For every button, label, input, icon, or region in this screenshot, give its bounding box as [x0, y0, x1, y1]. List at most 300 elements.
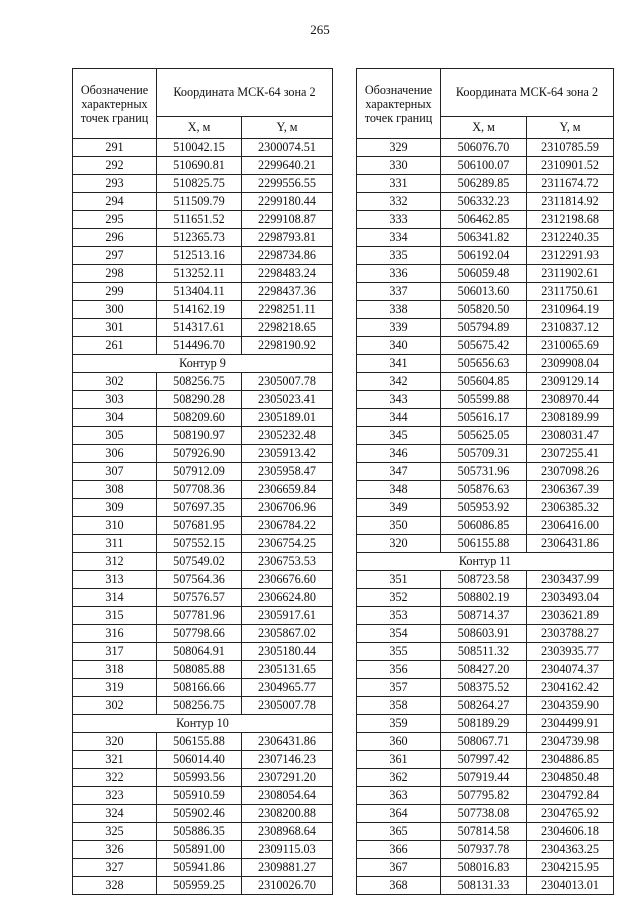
header-x-column: X, м: [441, 117, 527, 139]
y-coordinate-cell: 2310026.70: [242, 877, 333, 895]
table-body-left: [73, 139, 333, 895]
point-number-cell: 310: [73, 517, 157, 535]
header-y-column: Y, м: [527, 117, 614, 139]
x-coordinate-cell: 508131.33: [441, 877, 527, 895]
table-row: [357, 355, 614, 373]
y-coordinate-cell: 2306753.53: [242, 553, 333, 571]
table-row: [357, 319, 614, 337]
section-title: Контур 11: [357, 553, 614, 571]
point-number-cell: 316: [73, 625, 157, 643]
y-coordinate-cell: 2299556.55: [242, 175, 333, 193]
table-row: [357, 409, 614, 427]
point-number-cell: 302: [73, 697, 157, 715]
section-title: Контур 10: [73, 715, 333, 733]
point-number-cell: 331: [357, 175, 441, 193]
point-number-cell: 367: [357, 859, 441, 877]
x-coordinate-cell: 508256.75: [157, 697, 242, 715]
table-row: [73, 751, 333, 769]
point-number-cell: 335: [357, 247, 441, 265]
point-number-cell: 300: [73, 301, 157, 319]
point-number-cell: 291: [73, 139, 157, 157]
y-coordinate-cell: 2308200.88: [242, 805, 333, 823]
table-row: [73, 445, 333, 463]
x-coordinate-cell: 505941.86: [157, 859, 242, 877]
table-row: [73, 283, 333, 301]
y-coordinate-cell: 2308054.64: [242, 787, 333, 805]
x-coordinate-cell: 508723.58: [441, 571, 527, 589]
y-coordinate-cell: 2305007.78: [242, 697, 333, 715]
point-number-cell: 320: [73, 733, 157, 751]
point-number-cell: 318: [73, 661, 157, 679]
x-coordinate-cell: 505625.05: [441, 427, 527, 445]
point-number-cell: 297: [73, 247, 157, 265]
table-row: [73, 499, 333, 517]
x-coordinate-cell: 506462.85: [441, 211, 527, 229]
y-coordinate-cell: 2310785.59: [527, 139, 614, 157]
x-coordinate-cell: 507919.44: [441, 769, 527, 787]
x-coordinate-cell: 508189.29: [441, 715, 527, 733]
x-coordinate-cell: 513252.11: [157, 265, 242, 283]
point-number-cell: 314: [73, 589, 157, 607]
point-number-cell: 327: [73, 859, 157, 877]
x-coordinate-cell: 506155.88: [157, 733, 242, 751]
header-point-label: Обозначение характерных точек границ: [357, 69, 441, 139]
y-coordinate-cell: 2306676.60: [242, 571, 333, 589]
y-coordinate-cell: 2305917.61: [242, 607, 333, 625]
x-coordinate-cell: 507681.95: [157, 517, 242, 535]
x-coordinate-cell: 505794.89: [441, 319, 527, 337]
x-coordinate-cell: 507781.96: [157, 607, 242, 625]
y-coordinate-cell: 2306624.80: [242, 589, 333, 607]
y-coordinate-cell: 2306385.32: [527, 499, 614, 517]
point-number-cell: 351: [357, 571, 441, 589]
y-coordinate-cell: 2310901.52: [527, 157, 614, 175]
y-coordinate-cell: 2304606.18: [527, 823, 614, 841]
point-number-cell: 295: [73, 211, 157, 229]
x-coordinate-cell: 507926.90: [157, 445, 242, 463]
table-row: [357, 535, 614, 553]
x-coordinate-cell: 507697.35: [157, 499, 242, 517]
point-number-cell: 366: [357, 841, 441, 859]
x-coordinate-cell: 505820.50: [441, 301, 527, 319]
table-row: [357, 283, 614, 301]
table-row: [357, 643, 614, 661]
point-number-cell: 292: [73, 157, 157, 175]
point-number-cell: 338: [357, 301, 441, 319]
y-coordinate-cell: 2304739.98: [527, 733, 614, 751]
point-number-cell: 304: [73, 409, 157, 427]
x-coordinate-cell: 505910.59: [157, 787, 242, 805]
y-coordinate-cell: 2309881.27: [242, 859, 333, 877]
x-coordinate-cell: 505604.85: [441, 373, 527, 391]
point-number-cell: 363: [357, 787, 441, 805]
point-number-cell: 313: [73, 571, 157, 589]
table-row: [357, 769, 614, 787]
x-coordinate-cell: 505953.92: [441, 499, 527, 517]
y-coordinate-cell: 2304886.85: [527, 751, 614, 769]
point-number-cell: 337: [357, 283, 441, 301]
point-number-cell: 305: [73, 427, 157, 445]
y-coordinate-cell: 2306431.86: [527, 535, 614, 553]
table-row: [357, 193, 614, 211]
y-coordinate-cell: 2308031.47: [527, 427, 614, 445]
table-row: [73, 409, 333, 427]
y-coordinate-cell: 2299180.44: [242, 193, 333, 211]
x-coordinate-cell: 510825.75: [157, 175, 242, 193]
point-number-cell: 323: [73, 787, 157, 805]
table-row: [357, 481, 614, 499]
point-number-cell: 299: [73, 283, 157, 301]
table-row: [357, 499, 614, 517]
x-coordinate-cell: 506192.04: [441, 247, 527, 265]
point-number-cell: 364: [357, 805, 441, 823]
x-coordinate-cell: 507997.42: [441, 751, 527, 769]
point-number-cell: 325: [73, 823, 157, 841]
table-body-right: [357, 139, 614, 895]
point-number-cell: 346: [357, 445, 441, 463]
point-number-cell: 334: [357, 229, 441, 247]
y-coordinate-cell: 2299108.87: [242, 211, 333, 229]
point-number-cell: 353: [357, 607, 441, 625]
section-row: [73, 355, 333, 373]
x-coordinate-cell: 507564.36: [157, 571, 242, 589]
x-coordinate-cell: 508067.71: [441, 733, 527, 751]
x-coordinate-cell: 505891.00: [157, 841, 242, 859]
header-coordinate-title: Координата МСК-64 зона 2: [441, 69, 614, 117]
x-coordinate-cell: 508190.97: [157, 427, 242, 445]
point-number-cell: 296: [73, 229, 157, 247]
point-number-cell: 330: [357, 157, 441, 175]
y-coordinate-cell: 2304013.01: [527, 877, 614, 895]
y-coordinate-cell: 2305867.02: [242, 625, 333, 643]
point-number-cell: 293: [73, 175, 157, 193]
point-number-cell: 312: [73, 553, 157, 571]
table-row: [73, 841, 333, 859]
x-coordinate-cell: 508264.27: [441, 697, 527, 715]
y-coordinate-cell: 2312240.35: [527, 229, 614, 247]
table-row: [73, 229, 333, 247]
point-number-cell: 302: [73, 373, 157, 391]
x-coordinate-cell: 512513.16: [157, 247, 242, 265]
y-coordinate-cell: 2306754.25: [242, 535, 333, 553]
x-coordinate-cell: 507798.66: [157, 625, 242, 643]
x-coordinate-cell: 514317.61: [157, 319, 242, 337]
y-coordinate-cell: 2311674.72: [527, 175, 614, 193]
y-coordinate-cell: 2305180.44: [242, 643, 333, 661]
y-coordinate-cell: 2309129.14: [527, 373, 614, 391]
y-coordinate-cell: 2312198.68: [527, 211, 614, 229]
y-coordinate-cell: 2305007.78: [242, 373, 333, 391]
point-number-cell: 298: [73, 265, 157, 283]
y-coordinate-cell: 2311902.61: [527, 265, 614, 283]
table-row: [357, 589, 614, 607]
table-row: [73, 175, 333, 193]
y-coordinate-cell: 2303437.99: [527, 571, 614, 589]
y-coordinate-cell: 2310837.12: [527, 319, 614, 337]
y-coordinate-cell: 2300074.51: [242, 139, 333, 157]
table-row: [73, 607, 333, 625]
x-coordinate-cell: 510690.81: [157, 157, 242, 175]
point-number-cell: 324: [73, 805, 157, 823]
y-coordinate-cell: 2312291.93: [527, 247, 614, 265]
y-coordinate-cell: 2306367.39: [527, 481, 614, 499]
x-coordinate-cell: 514496.70: [157, 337, 242, 355]
point-number-cell: 352: [357, 589, 441, 607]
point-number-cell: 322: [73, 769, 157, 787]
table-row: [357, 877, 614, 895]
x-coordinate-cell: 506014.40: [157, 751, 242, 769]
table-row: [357, 733, 614, 751]
y-coordinate-cell: 2311814.92: [527, 193, 614, 211]
table-row: [73, 733, 333, 751]
section-row: [357, 553, 614, 571]
y-coordinate-cell: 2298483.24: [242, 265, 333, 283]
table-row: [73, 265, 333, 283]
point-number-cell: 349: [357, 499, 441, 517]
y-coordinate-cell: 2303493.04: [527, 589, 614, 607]
x-coordinate-cell: 507549.02: [157, 553, 242, 571]
x-coordinate-cell: 505709.31: [441, 445, 527, 463]
table-row: [73, 319, 333, 337]
y-coordinate-cell: 2305232.48: [242, 427, 333, 445]
y-coordinate-cell: 2304074.37: [527, 661, 614, 679]
table-row: [73, 805, 333, 823]
y-coordinate-cell: 2298218.65: [242, 319, 333, 337]
x-coordinate-cell: 505902.46: [157, 805, 242, 823]
table-row: [357, 805, 614, 823]
point-number-cell: 315: [73, 607, 157, 625]
table-row: [73, 661, 333, 679]
table-row: [357, 247, 614, 265]
table-row: [357, 139, 614, 157]
x-coordinate-cell: 505886.35: [157, 823, 242, 841]
table-row: [73, 139, 333, 157]
point-number-cell: 361: [357, 751, 441, 769]
point-number-cell: 321: [73, 751, 157, 769]
point-number-cell: 306: [73, 445, 157, 463]
y-coordinate-cell: 2306416.00: [527, 517, 614, 535]
y-coordinate-cell: 2307146.23: [242, 751, 333, 769]
table-row: [73, 391, 333, 409]
point-number-cell: 339: [357, 319, 441, 337]
x-coordinate-cell: 505993.56: [157, 769, 242, 787]
x-coordinate-cell: 510042.15: [157, 139, 242, 157]
table-row: [357, 211, 614, 229]
point-number-cell: 345: [357, 427, 441, 445]
header-coordinate-title: Координата МСК-64 зона 2: [157, 69, 333, 117]
table-row: [357, 571, 614, 589]
table-row: [357, 679, 614, 697]
point-number-cell: 332: [357, 193, 441, 211]
x-coordinate-cell: 507814.58: [441, 823, 527, 841]
section-title: Контур 9: [73, 355, 333, 373]
table-row: [73, 193, 333, 211]
table-row: [357, 175, 614, 193]
y-coordinate-cell: 2309115.03: [242, 841, 333, 859]
x-coordinate-cell: 505656.63: [441, 355, 527, 373]
y-coordinate-cell: 2308968.64: [242, 823, 333, 841]
table-row: [357, 427, 614, 445]
y-coordinate-cell: 2303621.89: [527, 607, 614, 625]
table-row: [73, 859, 333, 877]
y-coordinate-cell: 2304850.48: [527, 769, 614, 787]
x-coordinate-cell: 506086.85: [441, 517, 527, 535]
point-number-cell: 307: [73, 463, 157, 481]
y-coordinate-cell: 2306659.84: [242, 481, 333, 499]
x-coordinate-cell: 507552.15: [157, 535, 242, 553]
x-coordinate-cell: 506013.60: [441, 283, 527, 301]
x-coordinate-cell: 508511.32: [441, 643, 527, 661]
x-coordinate-cell: 505959.25: [157, 877, 242, 895]
y-coordinate-cell: 2304162.42: [527, 679, 614, 697]
table-row: [357, 787, 614, 805]
table-row: [73, 301, 333, 319]
point-number-cell: 294: [73, 193, 157, 211]
y-coordinate-cell: 2309908.04: [527, 355, 614, 373]
table-row: [73, 823, 333, 841]
y-coordinate-cell: 2307098.26: [527, 463, 614, 481]
point-number-cell: 336: [357, 265, 441, 283]
x-coordinate-cell: 508085.88: [157, 661, 242, 679]
point-number-cell: 317: [73, 643, 157, 661]
point-number-cell: 354: [357, 625, 441, 643]
x-coordinate-cell: 508290.28: [157, 391, 242, 409]
table-row: [73, 157, 333, 175]
section-row: [73, 715, 333, 733]
table-row: [73, 481, 333, 499]
y-coordinate-cell: 2306431.86: [242, 733, 333, 751]
table-row: [357, 391, 614, 409]
x-coordinate-cell: 507708.36: [157, 481, 242, 499]
table-row: [73, 769, 333, 787]
table-row: [357, 715, 614, 733]
y-coordinate-cell: 2304765.92: [527, 805, 614, 823]
y-coordinate-cell: 2298190.92: [242, 337, 333, 355]
y-coordinate-cell: 2305131.65: [242, 661, 333, 679]
point-number-cell: 328: [73, 877, 157, 895]
point-number-cell: 309: [73, 499, 157, 517]
table-row: [73, 517, 333, 535]
table-row: [357, 337, 614, 355]
x-coordinate-cell: 507795.82: [441, 787, 527, 805]
table-row: [73, 787, 333, 805]
x-coordinate-cell: 508016.83: [441, 859, 527, 877]
point-number-cell: 365: [357, 823, 441, 841]
table-row: [357, 301, 614, 319]
table-row: [73, 535, 333, 553]
point-number-cell: 341: [357, 355, 441, 373]
point-number-cell: 350: [357, 517, 441, 535]
point-number-cell: 311: [73, 535, 157, 553]
x-coordinate-cell: 505876.63: [441, 481, 527, 499]
x-coordinate-cell: 508375.52: [441, 679, 527, 697]
table-row: [73, 337, 333, 355]
y-coordinate-cell: 2307255.41: [527, 445, 614, 463]
page-number: 265: [310, 22, 330, 37]
y-coordinate-cell: 2298437.36: [242, 283, 333, 301]
x-coordinate-cell: 508603.91: [441, 625, 527, 643]
table-row: [357, 661, 614, 679]
y-coordinate-cell: 2305189.01: [242, 409, 333, 427]
y-coordinate-cell: 2299640.21: [242, 157, 333, 175]
table-row: [73, 571, 333, 589]
table-row: [73, 211, 333, 229]
y-coordinate-cell: 2304363.25: [527, 841, 614, 859]
x-coordinate-cell: 507576.57: [157, 589, 242, 607]
x-coordinate-cell: 506289.85: [441, 175, 527, 193]
header-x-column: X, м: [157, 117, 242, 139]
point-number-cell: 368: [357, 877, 441, 895]
point-number-cell: 355: [357, 643, 441, 661]
point-number-cell: 347: [357, 463, 441, 481]
x-coordinate-cell: 508166.66: [157, 679, 242, 697]
table-row: [73, 589, 333, 607]
y-coordinate-cell: 2305958.47: [242, 463, 333, 481]
x-coordinate-cell: 506155.88: [441, 535, 527, 553]
table-row: [357, 517, 614, 535]
header-point-label: Обозначение характерных точек границ: [73, 69, 157, 139]
table-row: [73, 553, 333, 571]
y-coordinate-cell: 2310964.19: [527, 301, 614, 319]
header-y-column: Y, м: [242, 117, 333, 139]
point-number-cell: 348: [357, 481, 441, 499]
point-number-cell: 303: [73, 391, 157, 409]
point-number-cell: 329: [357, 139, 441, 157]
coordinates-table-left: [72, 68, 333, 895]
y-coordinate-cell: 2303788.27: [527, 625, 614, 643]
x-coordinate-cell: 508802.19: [441, 589, 527, 607]
point-number-cell: 320: [357, 535, 441, 553]
y-coordinate-cell: 2298793.81: [242, 229, 333, 247]
table-row: [357, 445, 614, 463]
point-number-cell: 357: [357, 679, 441, 697]
y-coordinate-cell: 2304499.91: [527, 715, 614, 733]
table-row: [357, 373, 614, 391]
coordinates-table-right: [356, 68, 614, 895]
point-number-cell: 333: [357, 211, 441, 229]
point-number-cell: 356: [357, 661, 441, 679]
point-number-cell: 308: [73, 481, 157, 499]
table-row: [357, 229, 614, 247]
y-coordinate-cell: 2305913.42: [242, 445, 333, 463]
table-row: [357, 697, 614, 715]
x-coordinate-cell: 511509.79: [157, 193, 242, 211]
x-coordinate-cell: 506076.70: [441, 139, 527, 157]
table-row: [357, 859, 614, 877]
point-number-cell: 343: [357, 391, 441, 409]
point-number-cell: 359: [357, 715, 441, 733]
y-coordinate-cell: 2298251.11: [242, 301, 333, 319]
table-row: [357, 841, 614, 859]
x-coordinate-cell: 505675.42: [441, 337, 527, 355]
x-coordinate-cell: 508064.91: [157, 643, 242, 661]
point-number-cell: 301: [73, 319, 157, 337]
y-coordinate-cell: 2304215.95: [527, 859, 614, 877]
table-row: [357, 157, 614, 175]
x-coordinate-cell: 514162.19: [157, 301, 242, 319]
point-number-cell: 340: [357, 337, 441, 355]
y-coordinate-cell: 2310065.69: [527, 337, 614, 355]
x-coordinate-cell: 505616.17: [441, 409, 527, 427]
table-row: [73, 427, 333, 445]
table-row: [73, 877, 333, 895]
table-row: [73, 625, 333, 643]
table-row: [357, 463, 614, 481]
table-row: [357, 625, 614, 643]
table-row: [73, 373, 333, 391]
point-number-cell: 362: [357, 769, 441, 787]
y-coordinate-cell: 2311750.61: [527, 283, 614, 301]
